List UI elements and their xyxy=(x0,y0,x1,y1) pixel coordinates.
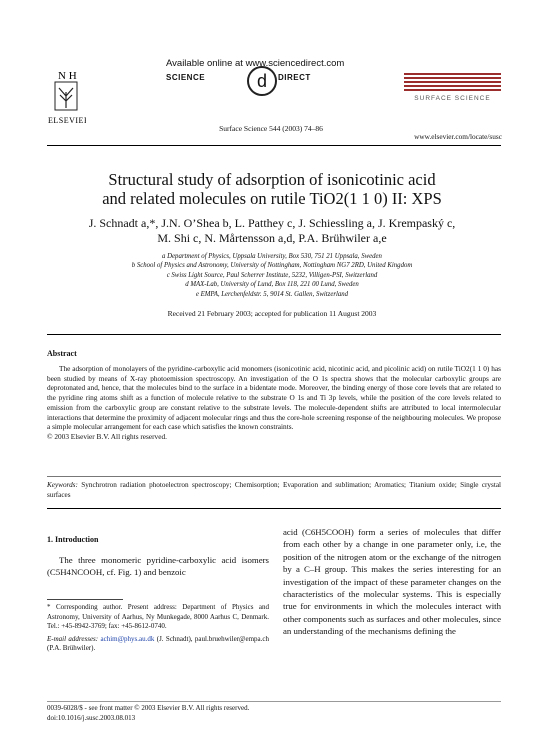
available-online-text: Available online at www.sciencedirect.com xyxy=(166,58,345,69)
affiliation-c: c Swiss Light Source, Paul Scherrer Institute, 5232, Villigen-PSI, Switzerland xyxy=(166,271,378,279)
svg-text:N H: N H xyxy=(58,70,77,82)
keywords-text: Synchrotron radiation photoelectron spectroscopy; Chemisorption; Evaporation and sublimation; Aromatics; Titanium oxide; Single crystal surfaces xyxy=(47,481,502,499)
intro-paragraph xyxy=(47,554,269,579)
section-heading: 1. Introduction xyxy=(47,535,99,544)
keywords-label: Keywords: xyxy=(47,481,78,489)
doi-line[interactable]: doi:10.1016/j.susc.2003.08.013 xyxy=(47,713,136,722)
authors xyxy=(40,216,504,246)
authors-line-1: J. Schnadt a,*, J.N. O’Shea b, L. Patthey c, J. Schiessling a, J. Krempaský c, xyxy=(88,216,456,230)
affiliations xyxy=(40,252,504,299)
journal-logo: SURFACE SCIENCE xyxy=(404,73,501,118)
col1-text: The three monomeric pyridine-carboxylic acid isomers (C5H4NCOOH, cf. Fig. 1) and benzoic xyxy=(47,555,269,578)
keywords-bottom-rule xyxy=(47,508,501,509)
title-line-1: Structural study of adsorption of isonicotinic acid xyxy=(108,170,436,189)
affiliation-a: a Department of Physics, Uppsala University, Box 530, 751 21 Uppsala, Sweden xyxy=(162,253,382,260)
copyright: © 2003 Elsevier B.V. All rights reserved. xyxy=(47,431,167,441)
authors-line-2: M. Shi c, N. Mårtensson a,d, P.A. Brühwiler a,e xyxy=(157,231,387,245)
citation: Surface Science 544 (2003) 74–86 xyxy=(219,124,323,133)
affiliation-d: d MAX-Lab, University of Lund, Box 118, 221 00 Lund, Sweden xyxy=(185,281,359,289)
journal-url[interactable]: www.elsevier.com/locate/susc xyxy=(414,132,502,141)
paper-title xyxy=(60,170,484,208)
email-label: E-mail addresses: xyxy=(47,634,99,643)
sciencedirect-logo-left: SCIENCE xyxy=(166,73,206,82)
footnote-email xyxy=(47,635,269,654)
header-rule xyxy=(47,145,501,146)
footnote-corresponding: * Corresponding author. Present address: Department of Physics and Astronomy, University of Aarhus, Ny Munkegade, 8000 Aarhus C, Denmark. Tel.: +45-8942-3769; fax: +45-8612-0740. xyxy=(47,603,269,630)
svg-text:ELSEVIER: ELSEVIER xyxy=(48,116,86,125)
title-line-2: and related molecules on rutile TiO2(1 1 0) II: XPS xyxy=(102,189,442,208)
issn-line: 0039-6028/$ - see front matter © 2003 Elsevier B.V. All rights reserved. xyxy=(47,704,250,712)
abstract-heading: Abstract xyxy=(47,349,77,358)
abstract-body xyxy=(47,364,501,442)
affiliation-b: b School of Physics and Astronomy, University of Nottingham, Nottingham NG7 2RD, United Kingdom xyxy=(131,262,413,270)
sciencedirect-logo-right: DIRECT xyxy=(278,73,311,82)
front-matter xyxy=(47,704,249,723)
abstract-text: The adsorption of monolayers of the pyridine-carboxylic acid monomers (isonicotinic acid, nicotinic acid, and picolinic acid) on rutile TiO2(1 1 0) has been studied by means of X-ray photoemission spectroscopy. An investigation of the O 1s spectra shows that the molecular carboxylic groups are deprotonated and, hence, that the molecules bind to the surface in a bidentate mode. Moreover, the binding energy of those core levels that are related to the pyridine ring atoms shift as a function of molecule relative to the substrate O 1s and Ti 3p levels, while the position of the core levels related to emission from the carboxylic group are constant relative to the substrate levels. The molecule-dependent shifts are attributed to local intermolecular interactions that determine the proximity of adjacent molecular rings and thus the core-hole screening response of the neighbouring molecules. We propose a simple molecular arrangement for each case which satisfies the known constraints. xyxy=(47,364,501,432)
keywords xyxy=(47,481,501,500)
bottom-rule xyxy=(47,701,501,702)
footnote-rule xyxy=(47,599,123,600)
email-rest: (J. Schnadt), paul.bruehwiler@empa.ch (P.A. Brühwiler). xyxy=(47,634,270,652)
keywords-top-rule xyxy=(47,476,501,477)
abstract-top-rule xyxy=(47,334,501,335)
elsevier-logo xyxy=(46,68,86,128)
email-link[interactable]: achim@phys.au.dk xyxy=(100,634,155,643)
received-dates: Received 21 February 2003; accepted for publication 11 August 2003 xyxy=(167,309,377,318)
affiliation-e: e EMPA, Lerchenfeldstr. 5, 9014 St. Gallen, Switzerland xyxy=(195,290,349,298)
sciencedirect-logo-at: d xyxy=(247,66,277,96)
intro-paragraph-continued: acid (C6H5COOH) form a series of molecules that differ from each other by a change in one parameter only, i.e, the position of the nitrogen atom or the exchange of the nitrogen by a C–H group. This makes the series interesting for an investigation of the impact of these parameter changes on the characteristics of the molecular systems. This is especially true for environments in which the molecules interact with other components such as surfaces and other molecules, since an understanding of the mechanisms defining the xyxy=(283,527,501,637)
footnotes xyxy=(47,603,269,654)
